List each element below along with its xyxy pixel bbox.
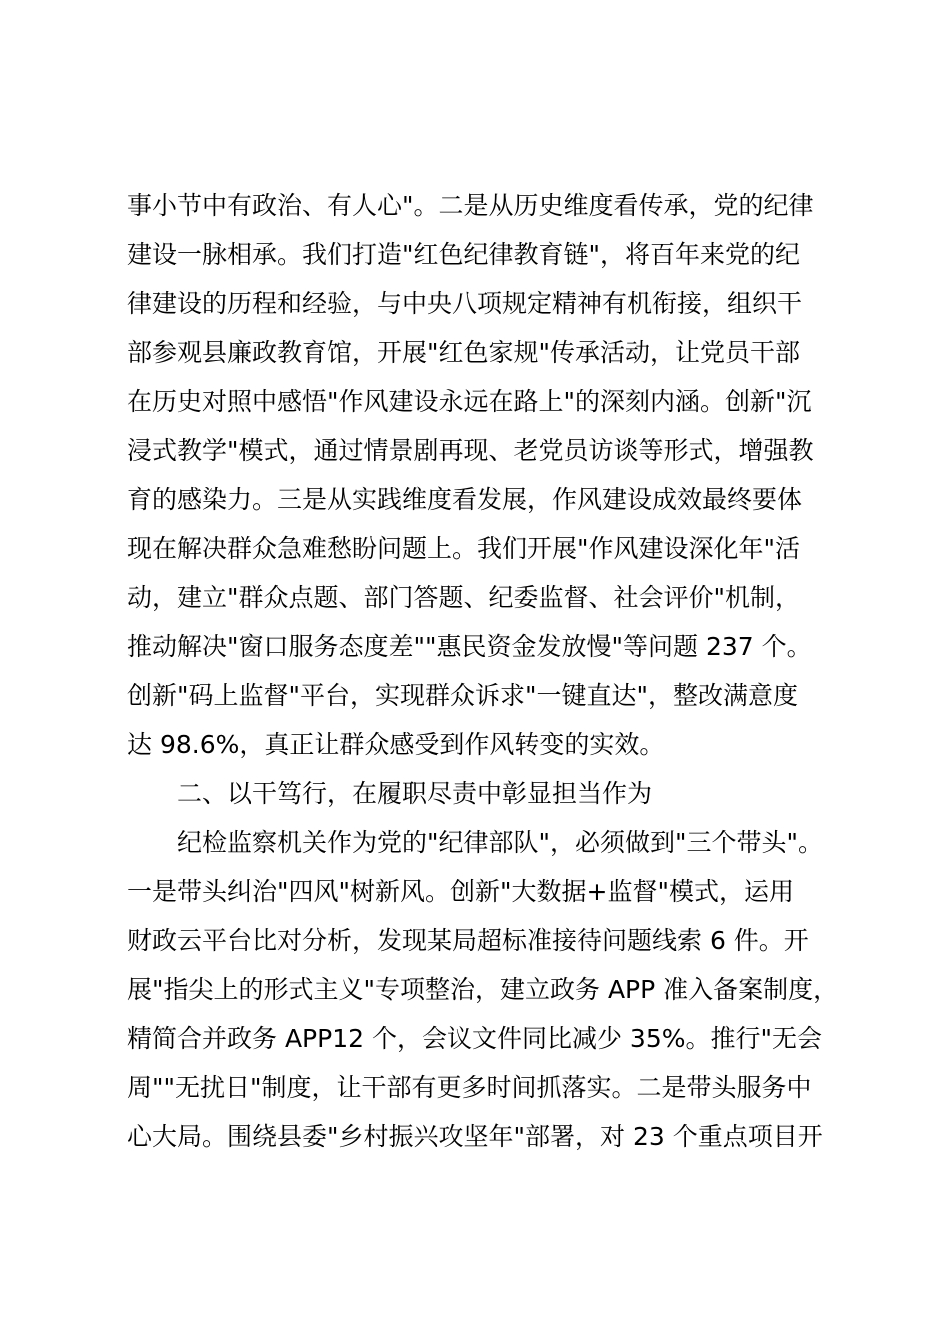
text-line: 心大局。围绕县委"乡村振兴攻坚年"部署，对 23 个重点项目开	[127, 1122, 823, 1151]
text-line: 现在解决群众急难愁盼问题上。我们开展"作风建设深化年"活	[127, 534, 801, 563]
text-line: 达 98.6%，真正让群众感受到作风转变的实效。	[127, 730, 665, 759]
text-line: 精简合并政务 APP12 个，会议文件同比减少 35%。推行"无会	[127, 1024, 822, 1053]
text-line: 一是带头纠治"四风"树新风。创新"大数据+监督"模式，运用	[127, 877, 794, 906]
text-line: 建设一脉相承。我们打造"红色纪律教育链"，将百年来党的纪	[127, 240, 801, 269]
text-line: 事小节中有政治、有人心"。二是从历史维度看传承，党的纪律	[127, 191, 814, 220]
text-line: 在历史对照中感悟"作风建设永远在路上"的深刻内涵。创新"沉	[127, 387, 812, 416]
section-heading: 二、以干笃行，在履职尽责中彰显担当作为	[177, 779, 653, 808]
text-line: 部参观县廉政教育馆，开展"红色家规"传承活动，让党员干部	[127, 338, 801, 367]
text-line: 推动解决"窗口服务态度差""惠民资金发放慢"等问题 237 个。	[127, 632, 812, 661]
paragraph-first-line: 纪检监察机关作为党的"纪律部队"，必须做到"三个带头"。	[177, 828, 823, 857]
text-line: 育的感染力。三是从实践维度看发展，作风建设成效最终要体	[127, 485, 803, 514]
text-line: 创新"码上监督"平台，实现群众诉求"一键直达"，整改满意度	[127, 681, 798, 710]
text-line: 律建设的历程和经验，与中央八项规定精神有机衔接，组织干	[127, 289, 803, 318]
text-line: 展"指尖上的形式主义"专项整治，建立政务 APP 准入备案制度，	[127, 975, 839, 1004]
text-line: 财政云平台比对分析，发现某局超标准接待问题线索 6 件。开	[127, 926, 809, 955]
text-line: 浸式教学"模式，通过情景剧再现、老党员访谈等形式，增强教	[127, 436, 814, 465]
text-line: 动，建立"群众点题、部门答题、纪委监督、社会评价"机制，	[127, 583, 801, 612]
text-line: 周""无扰日"制度，让干部有更多时间抓落实。二是带头服务中	[127, 1073, 812, 1102]
